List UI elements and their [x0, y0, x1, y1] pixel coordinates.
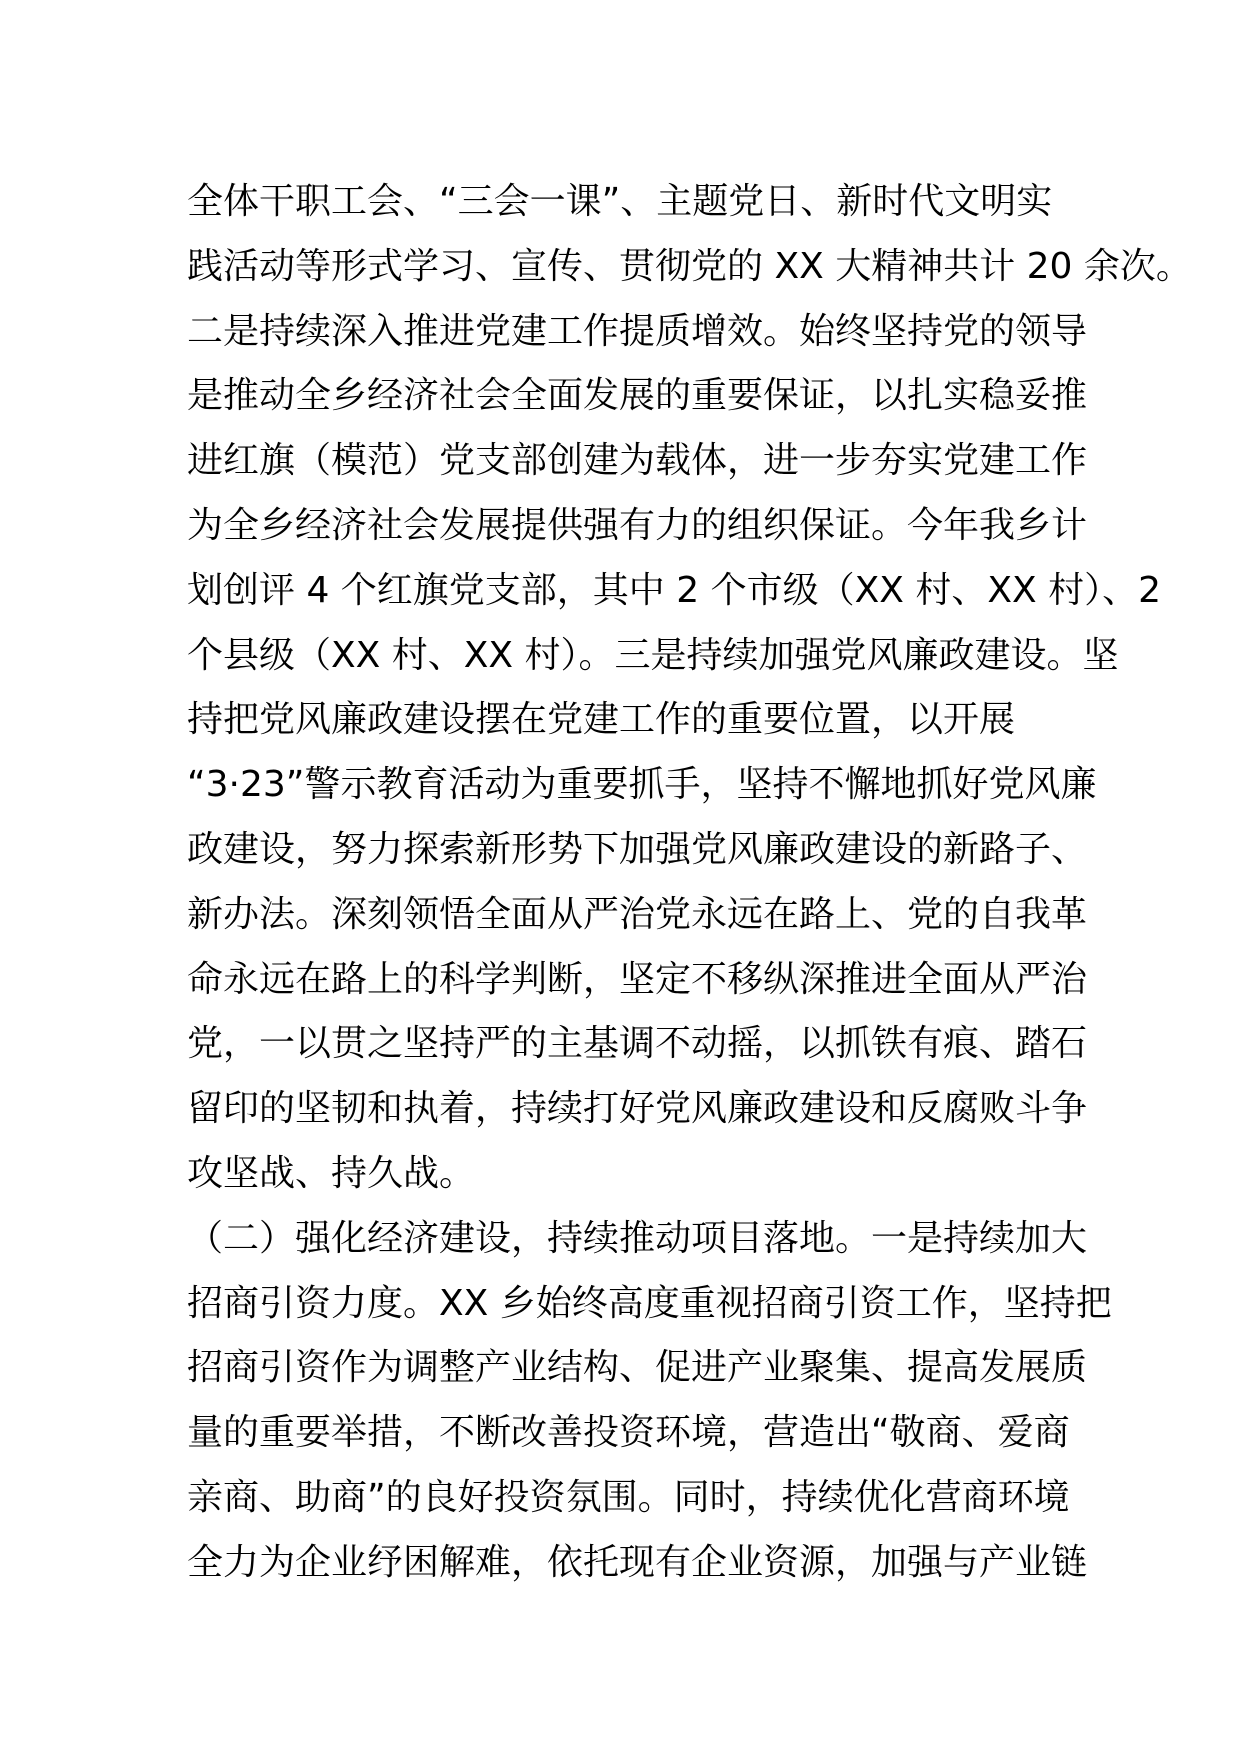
text-line: 持把党风廉政建设摆在党建工作的重要位置，以开展 — [187, 699, 1016, 741]
text-line: 全力为企业纾困解难，依托现有企业资源，加强与产业链 — [187, 1541, 1088, 1583]
text-line: 新办法。深刻领悟全面从严治党永远在路上、党的自我革 — [187, 893, 1088, 935]
text-line: 亲商、助商”的良好投资氛围。同时，持续优化营商环境 — [187, 1476, 1070, 1518]
text-line: 命永远在路上的科学判断，坚定不移纵深推进全面从严治 — [187, 958, 1088, 1000]
text-line: （二）强化经济建设，持续推动项目落地。一是持续加大 — [187, 1217, 1088, 1259]
text-line: 划创评 4 个红旗党支部，其中 2 个市级（XX 村、XX 村）、2 — [187, 569, 1162, 611]
text-line: 全体干职工会、“三会一课”、主题党日、新时代文明实 — [187, 181, 1053, 222]
text-line: 践活动等形式学习、宣传、贯彻党的 XX 大精神共计 20 余次。 — [187, 245, 1192, 287]
text-line: 为全乡经济社会发展提供强有力的组织保证。今年我乡计 — [187, 504, 1088, 546]
text-line: 是推动全乡经济社会全面发展的重要保证，以扎实稳妥推 — [187, 375, 1088, 417]
text-line: 个县级（XX 村、XX 村）。三是持续加强党风廉政建设。坚 — [187, 634, 1119, 676]
text-line: 进红旗（模范）党支部创建为载体，进一步夯实党建工作 — [187, 440, 1088, 482]
text-line: 留印的坚韧和执着，持续打好党风廉政建设和反腐败斗争 — [187, 1088, 1088, 1130]
text-line: 攻坚战、持久战。 — [187, 1152, 476, 1194]
text-line: 招商引资作为调整产业结构、促进产业聚集、提高发展质 — [187, 1347, 1088, 1389]
text-line: 政建设，努力探索新形势下加强党风廉政建设的新路子、 — [187, 828, 1088, 870]
body-text — [187, 170, 1192, 1596]
text-line: 党，一以贯之坚持严的主基调不动摇，以抓铁有痕、踏石 — [187, 1023, 1088, 1065]
text-line: 量的重要举措，不断改善投资环境，营造出“敬商、爱商 — [187, 1412, 1070, 1454]
text-line: 二是持续深入推进党建工作提质增效。始终坚持党的领导 — [187, 310, 1088, 352]
text-line: 招商引资力度。XX 乡始终高度重视招商引资工作，坚持把 — [187, 1282, 1112, 1324]
text-line: “3·23”警示教育活动为重要抓手，坚持不懈地抓好党风廉 — [187, 764, 1097, 806]
